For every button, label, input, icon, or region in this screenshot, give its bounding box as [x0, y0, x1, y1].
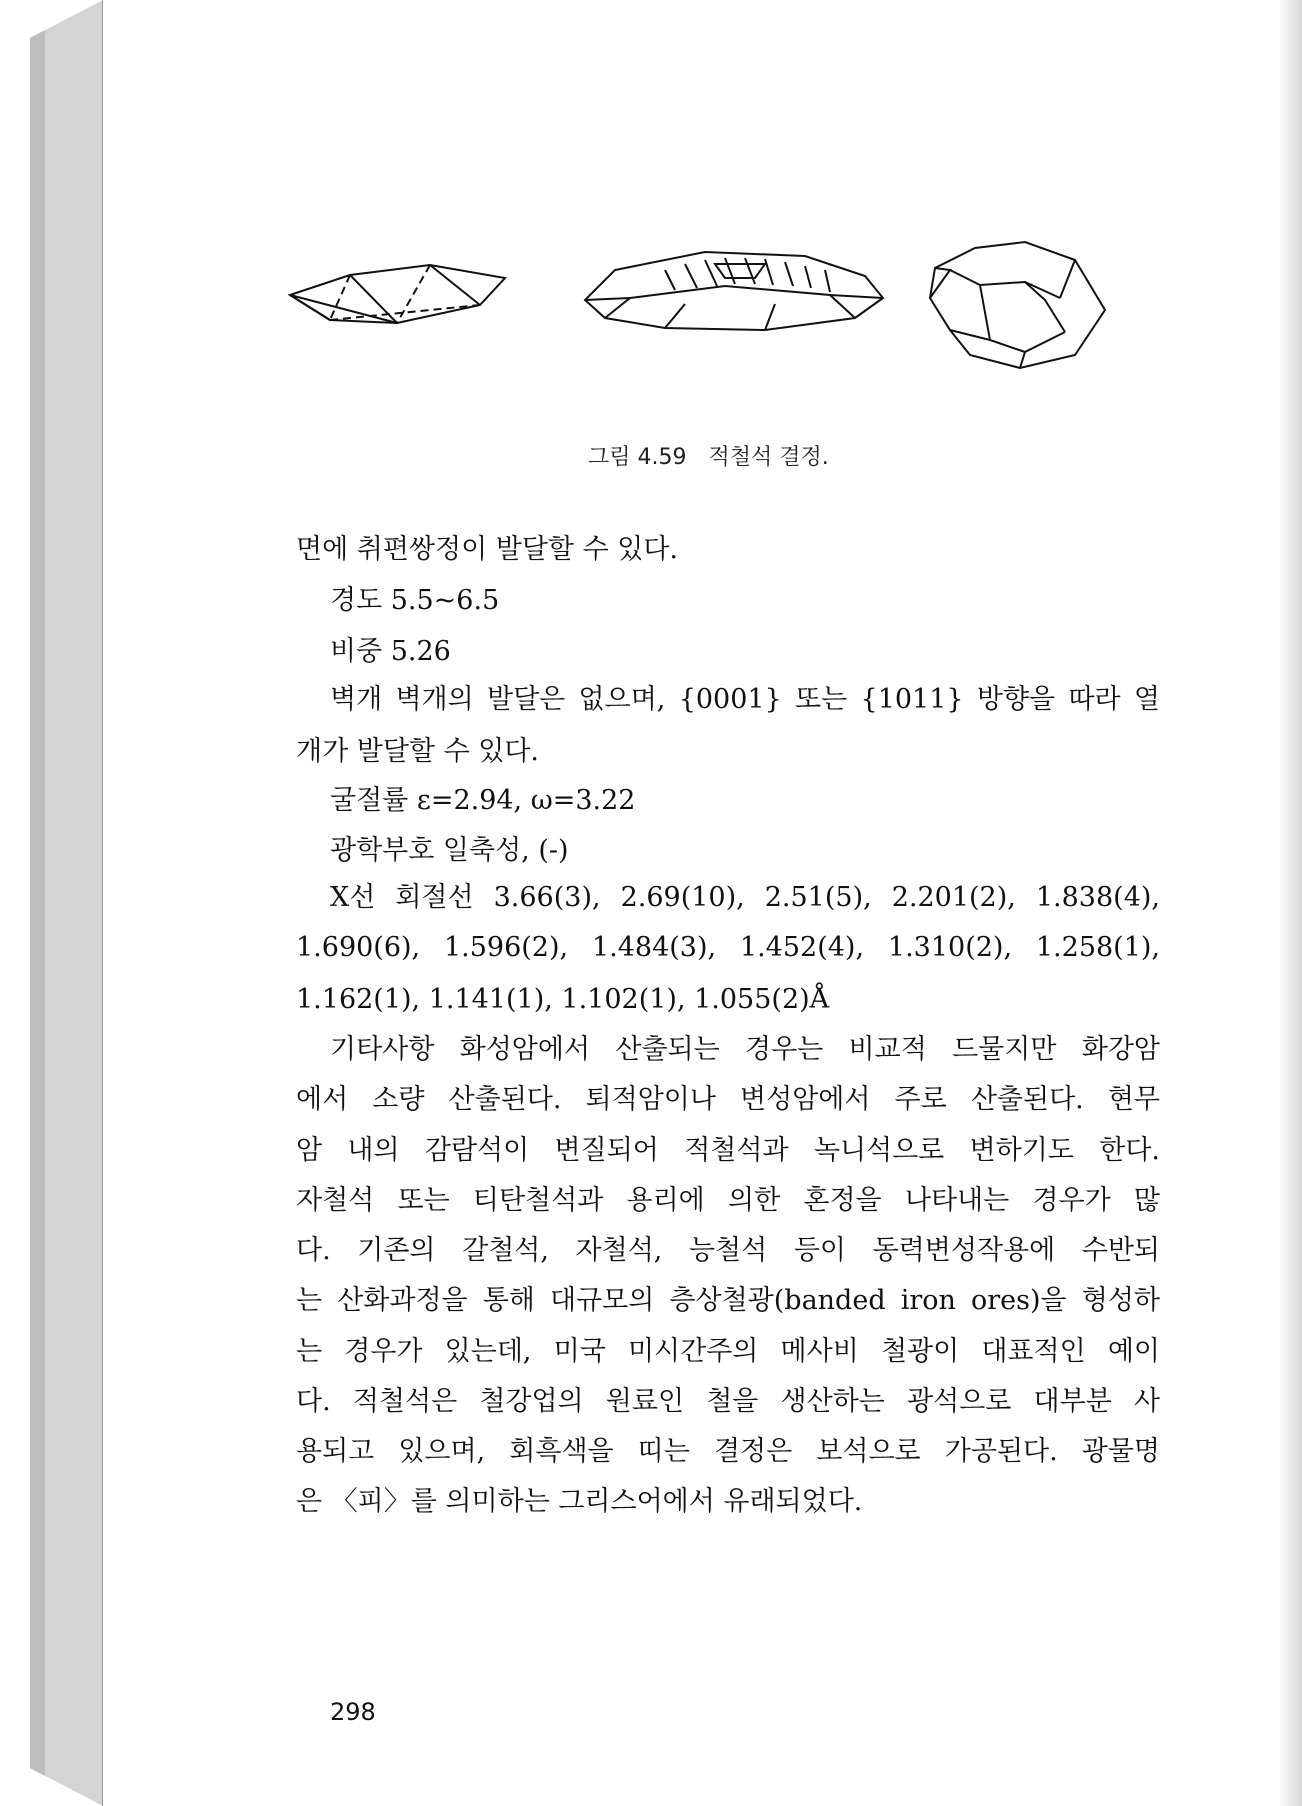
text-line: 자철석 또는 티탄철석과 용리에 의한 혼정을 나타내는 경우가 많 [296, 1185, 1160, 1216]
crystal-drawing-3 [930, 242, 1105, 368]
text-line: 암 내의 감람석이 변질되어 적철석과 녹니석으로 변하기도 한다. [296, 1135, 1160, 1166]
text-line-remarks: 기타사항 화성암에서 산출되는 경우는 비교적 드물지만 화강암 [330, 1034, 1160, 1065]
text-line: 은 〈피〉를 의미하는 그리스어에서 유래되었다. [296, 1486, 863, 1517]
figure-caption-text: 적철석 결정. [708, 445, 829, 470]
crystal-drawing-1 [290, 265, 505, 323]
text-line-refractive-index: 굴절률 ε=2.94, ω=3.22 [330, 785, 636, 816]
text-line: 다. 적철석은 철강업의 원료인 철을 생산하는 광석으로 대부분 사 [296, 1386, 1160, 1417]
crystal-drawing-2 [585, 252, 883, 330]
text-line: 에서 소량 산출된다. 퇴적암이나 변성암에서 주로 산출된다. 현무 [296, 1084, 1160, 1115]
text-line-optical-sign: 광학부호 일축성, (-) [330, 835, 569, 866]
text-line-specific-gravity: 비중 5.26 [330, 636, 451, 667]
text-line-cleavage: 벽개 벽개의 발달은 없으며, {0001} 또는 {1011} 방향을 따라 열 [330, 684, 1160, 715]
book-spine [0, 0, 120, 1806]
text-line: 1.690(6), 1.596(2), 1.484(3), 1.452(4), 1.310(2), 1.258(1), [296, 932, 1160, 963]
text-line: 개가 발달할 수 있다. [296, 736, 539, 767]
figure-caption-label: 그림 4.59 [588, 445, 687, 470]
page-number: 298 [330, 1698, 376, 1726]
text-line: 1.162(1), 1.141(1), 1.102(1), 1.055(2)Å [296, 984, 830, 1015]
figure-caption [588, 440, 851, 471]
text-line: 용되고 있으며, 회흑색을 띠는 결정은 보석으로 가공된다. 광물명 [296, 1436, 1160, 1467]
text-line-hardness: 경도 5.5~6.5 [330, 585, 500, 616]
page-edge-shadow [1278, 0, 1302, 1806]
text-line: 는 산화과정을 통해 대규모의 층상철광(banded iron ores)을 형성하 [296, 1285, 1160, 1316]
text-line: 는 경우가 있는데, 미국 미시간주의 메사비 철광이 대표적인 예이 [296, 1336, 1160, 1367]
text-line-xray: X선 회절선 3.66(3), 2.69(10), 2.51(5), 2.201(2), 1.838(4), [330, 882, 1160, 913]
crystal-figures [285, 240, 1185, 400]
text-line: 다. 기존의 갈철석, 자철석, 능철석 등이 동력변성작용에 수반되 [296, 1235, 1160, 1266]
text-line: 면에 취편쌍정이 발달할 수 있다. [296, 534, 678, 565]
